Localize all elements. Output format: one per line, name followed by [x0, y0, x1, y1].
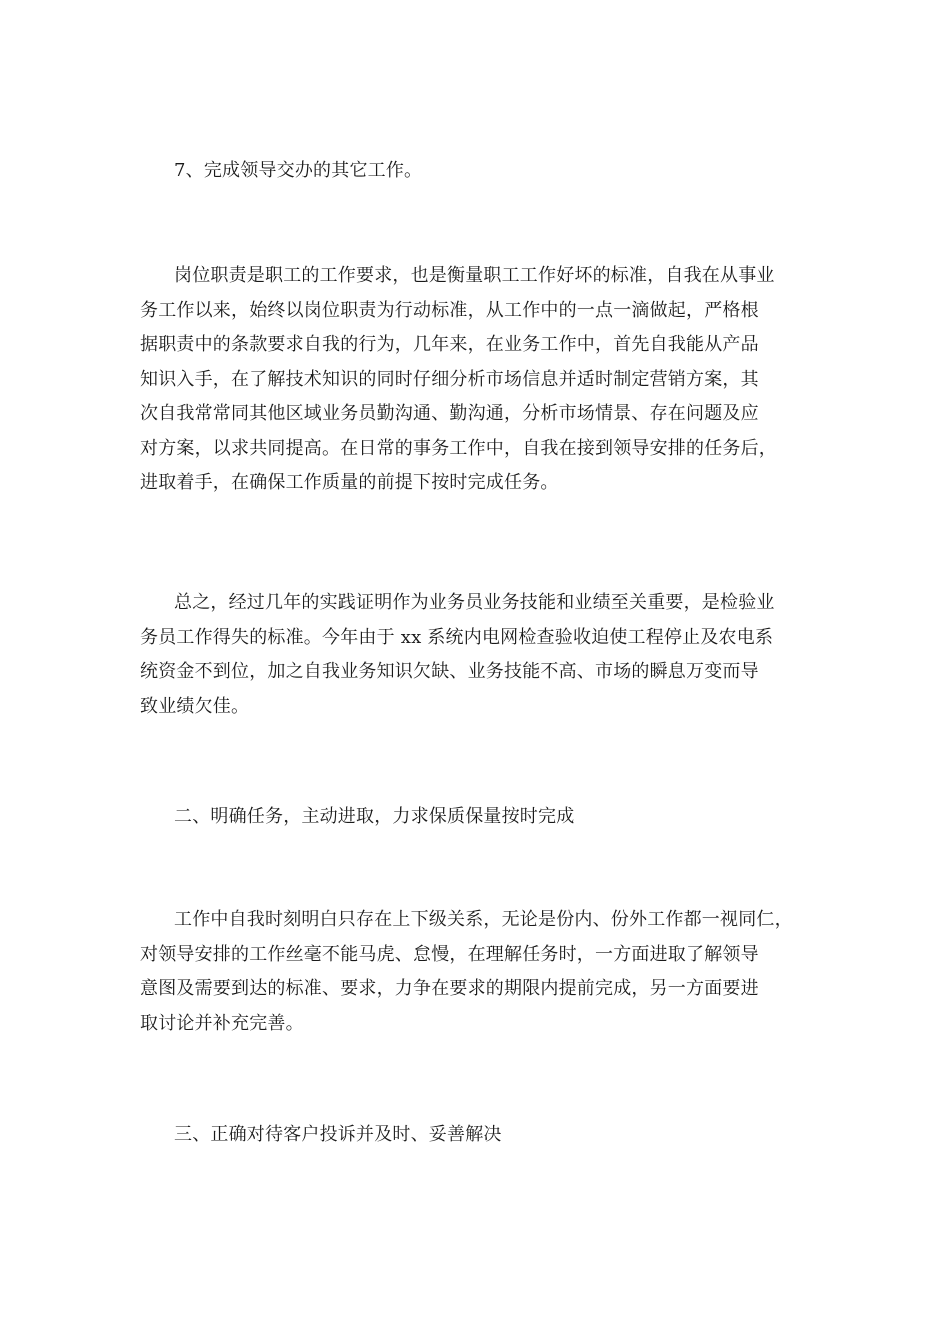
text-line: 意图及需要到达的标准、要求，力争在要求的期限内提前完成，另一方面要进	[140, 978, 759, 999]
text-line: 致业绩欠佳。	[140, 695, 250, 717]
list-item-7	[140, 154, 820, 189]
section-heading-3	[140, 1118, 820, 1153]
text-line: 对方案，以求共同提高。在日常的事务工作中，自我在接到领导安排的任务后，	[140, 437, 777, 459]
text-line: 取讨论并补充完善。	[140, 1012, 304, 1034]
text-line: 务员工作得失的标准。今年由于 xx 系统内电网检查验收迫使工程停止及农电系	[140, 626, 774, 648]
text-line: 总之，经过几年的实践证明作为业务员业务技能和业绩至关重要，是检验业	[174, 592, 775, 613]
text-line: 统资金不到位，加之自我业务知识欠缺、业务技能不高、市场的瞬息万变而导	[140, 661, 759, 682]
text-line: 次自我常常同其他区域业务员勤沟通、勤沟通，分析市场情景、存在问题及应	[140, 403, 759, 424]
text-line: 岗位职责是职工的工作要求，也是衡量职工工作好坏的标准，自我在从事业	[174, 265, 775, 286]
text-line: 据职责中的条款要求自我的行为，几年来，在业务工作中，首先自我能从产品	[140, 334, 759, 355]
heading-text: 二、明确任务，主动进取，力求保质保量按时完成	[174, 806, 575, 827]
text-line: 务工作以来，始终以岗位职责为行动标准，从工作中的一点一滴做起，严格根	[140, 299, 759, 321]
text-line: 工作中自我时刻明白只存在上下级关系，无论是份内、份外工作都一视同仁，	[174, 909, 793, 930]
heading-text: 三、正确对待客户投诉并及时、妥善解决	[174, 1124, 502, 1145]
paragraph-summary	[140, 586, 820, 724]
paragraph-tasks	[140, 903, 820, 1041]
list-item-text: 7、完成领导交办的其它工作。	[174, 160, 423, 181]
section-heading-2	[140, 800, 820, 835]
text-line: 对领导安排的工作丝毫不能马虎、怠慢，在理解任务时，一方面进取了解领导	[140, 943, 759, 965]
text-line: 知识入手，在了解技术知识的同时仔细分析市场信息并适时制定营销方案，其	[140, 368, 759, 390]
text-line: 进取着手，在确保工作质量的前提下按时完成任务。	[140, 472, 559, 493]
paragraph-job-duties	[140, 259, 820, 501]
